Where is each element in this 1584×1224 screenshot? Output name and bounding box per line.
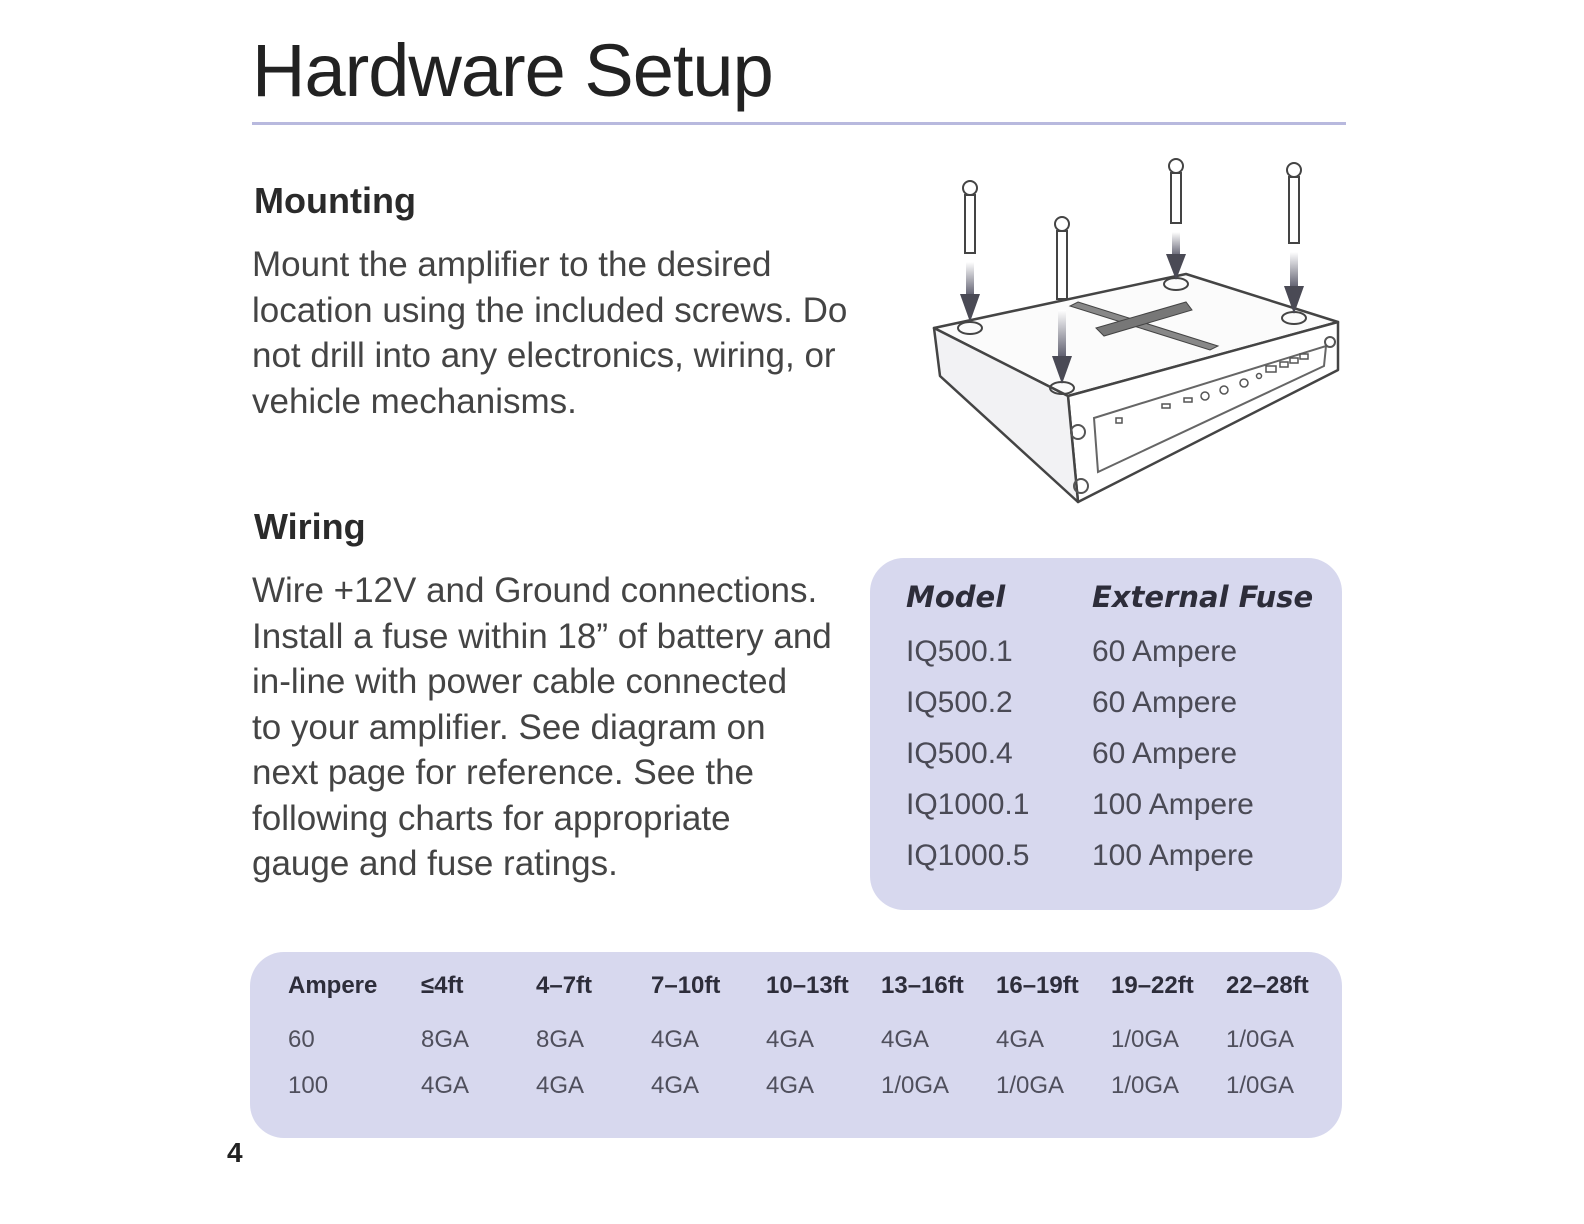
fuse-rating-cell: 100 Ampere <box>1092 788 1254 821</box>
wiring-line: Wire +12V and Ground connections. <box>252 571 818 610</box>
gauge-cell: 1/0GA <box>1226 1026 1295 1053</box>
table-row <box>906 669 1313 720</box>
page-number: 4 <box>227 1137 243 1168</box>
gauge-cell: 4GA <box>766 1026 815 1053</box>
gauge-header-distance: 19–22ft <box>1111 972 1194 999</box>
mounting-line: location using the included screws. Do <box>252 290 848 330</box>
fuse-header-external-fuse: External Fuse <box>1092 580 1314 614</box>
table-row <box>288 1054 1309 1100</box>
wiring-line: next page for reference. See the <box>252 753 754 792</box>
page-title: Hardware Setup <box>252 29 773 112</box>
gauge-cell: 1/0GA <box>1226 1072 1295 1099</box>
fuse-rating-cell: 60 Ampere <box>1092 635 1238 668</box>
wiring-heading: Wiring <box>254 506 366 547</box>
fuse-rating-cell: 60 Ampere <box>1092 737 1238 770</box>
gauge-cell: 4GA <box>651 1026 700 1053</box>
gauge-cell: 1/0GA <box>1111 1072 1180 1099</box>
gauge-cell: 4GA <box>881 1026 930 1053</box>
wiring-line: Install a fuse within 18” of battery and <box>252 616 832 656</box>
gauge-header-distance: 10–13ft <box>766 972 849 999</box>
mounting-line: not drill into any electronics, wiring, or <box>252 336 836 375</box>
table-row <box>906 720 1313 771</box>
gauge-cell: 4GA <box>651 1072 700 1099</box>
fuse-model-cell: IQ1000.1 <box>906 788 1030 821</box>
gauge-header-distance: 13–16ft <box>881 972 964 999</box>
gauge-cell: 1/0GA <box>1111 1026 1180 1053</box>
gauge-table-header <box>288 972 1309 1008</box>
mounting-text <box>252 242 847 424</box>
fuse-model-cell: IQ500.2 <box>906 686 1013 719</box>
fuse-table-panel <box>870 558 1342 910</box>
gauge-cell: 4GA <box>536 1072 585 1099</box>
fuse-model-cell: IQ1000.5 <box>906 839 1030 872</box>
gauge-table-panel <box>250 952 1342 1138</box>
gauge-cell: 1/0GA <box>881 1072 950 1099</box>
wiring-line: in-line with power cable connected <box>252 662 788 701</box>
mounting-line: vehicle mechanisms. <box>252 381 577 421</box>
mounting-heading: Mounting <box>254 180 416 221</box>
fuse-table-header <box>906 580 1313 618</box>
table-row <box>906 822 1313 873</box>
fuse-model-cell: IQ500.1 <box>906 635 1013 668</box>
wiring-line: to your amplifier. See diagram on <box>252 707 766 747</box>
gauge-cell: 4GA <box>766 1072 815 1099</box>
wiring-line: following charts for appropriate <box>252 798 731 838</box>
title-divider <box>252 122 1346 125</box>
gauge-table <box>288 972 1309 1100</box>
fuse-table <box>906 580 1313 873</box>
table-row <box>906 771 1313 822</box>
gauge-header-distance: 7–10ft <box>651 972 721 999</box>
gauge-cell: 4GA <box>996 1026 1045 1053</box>
table-row <box>288 1008 1309 1054</box>
fuse-rating-cell: 100 Ampere <box>1092 839 1254 872</box>
table-row <box>906 618 1313 669</box>
gauge-cell: 4GA <box>421 1072 470 1099</box>
fuse-header-model: Model <box>906 580 1006 614</box>
gauge-header-distance: 4–7ft <box>536 972 593 999</box>
fuse-rating-cell: 60 Ampere <box>1092 686 1238 719</box>
gauge-header-distance: 16–19ft <box>996 972 1079 999</box>
gauge-cell: 8GA <box>536 1026 585 1053</box>
gauge-ampere-cell: 60 <box>288 1026 315 1053</box>
gauge-header-ampere: Ampere <box>288 972 378 999</box>
gauge-header-distance: 22–28ft <box>1226 972 1309 999</box>
fuse-model-cell: IQ500.4 <box>906 737 1013 770</box>
gauge-cell: 8GA <box>421 1026 470 1053</box>
gauge-cell: 1/0GA <box>996 1072 1065 1099</box>
wiring-line: gauge and fuse ratings. <box>252 844 618 883</box>
amplifier-mounting-illustration <box>918 150 1358 510</box>
gauge-header-distance: ≤4ft <box>421 972 464 999</box>
mounting-line: Mount the amplifier to the desired <box>252 245 772 284</box>
gauge-ampere-cell: 100 <box>288 1072 329 1099</box>
wiring-text <box>252 568 832 887</box>
